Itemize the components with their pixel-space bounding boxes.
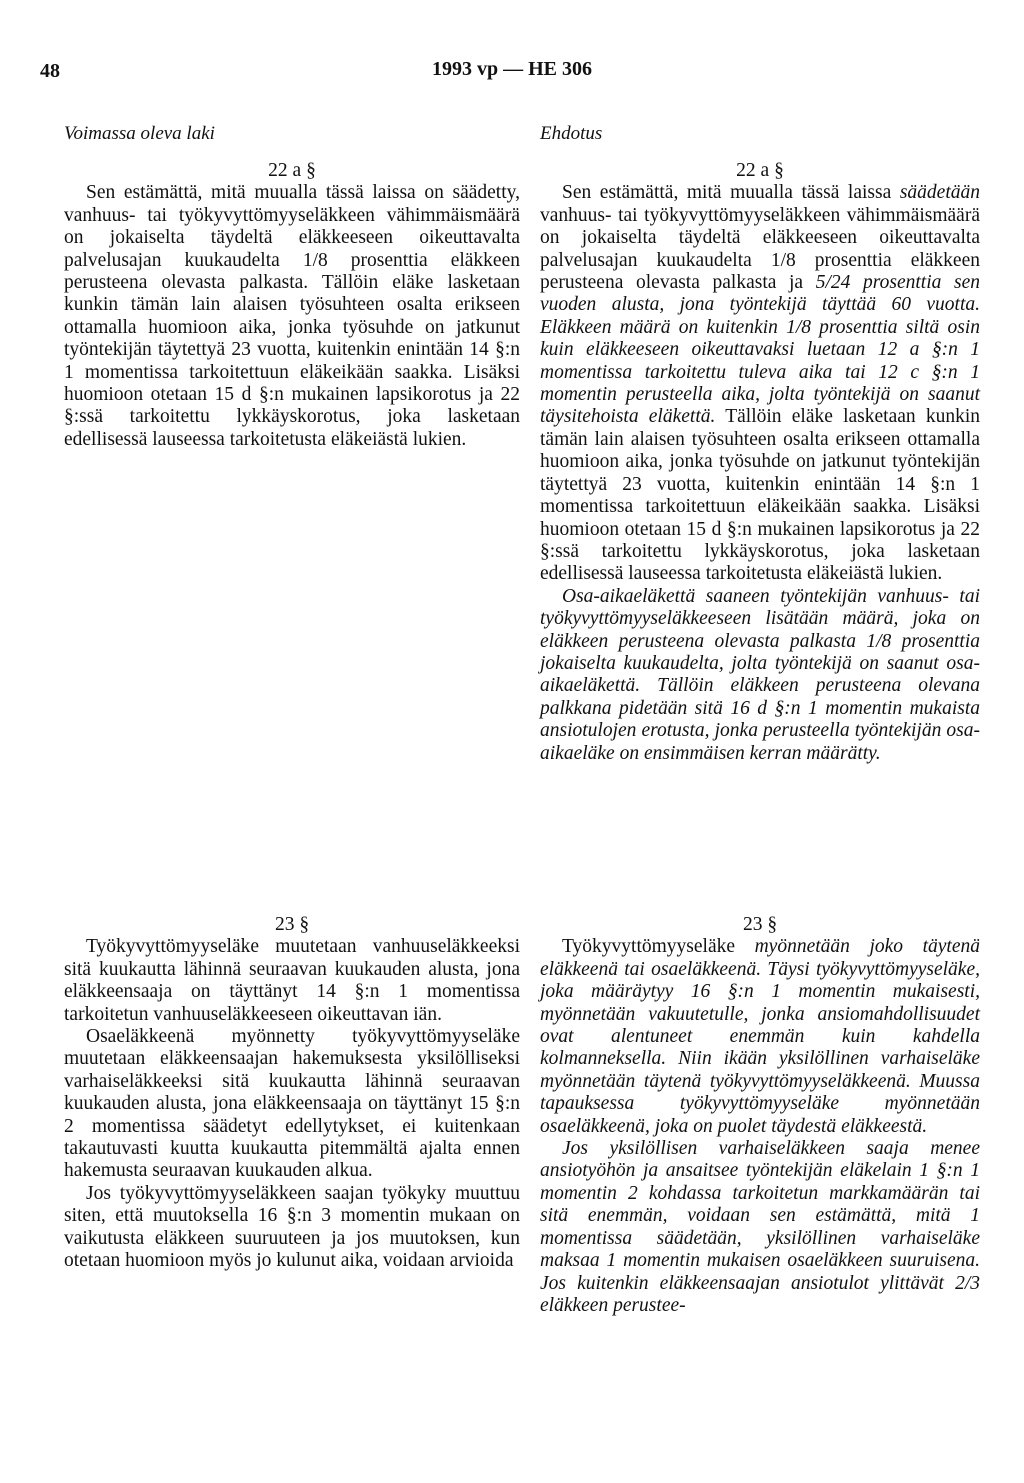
section-heading: 22 a § — [268, 160, 316, 181]
paragraph — [540, 182, 980, 585]
section-heading: 23 § — [274, 914, 310, 935]
section-heading: 22 a § — [736, 160, 784, 181]
amended-text: myönnetään joko täytenä eläkkeenä tai osaeläkkeenä. Täysi työkyvyttömyyseläke, joka määräytyy 16 §:n 1 momentin mukaisesti, myönnetään vakuutetulle, jonka ansiomahdollisuudet ovat alentuneet enemmän kuin kahdella kolmanneksella. Niin ikään yksilöllinen varhaiseläke myönnetään täytenä työkyvyttömyyseläkkeenä. Muussa tapauksessa työkyvyttömyyseläke myönnetään osaeläkkeenä, joka on puolet täydestä eläkkeestä. — [540, 936, 980, 1137]
amended-text: säädetään — [899, 182, 980, 204]
amended-paragraph: Jos yksilöllisen varhaiseläkkeen saaja menee ansiotyöhön ja ansaitsee työntekijän eläkelain 1 §:n 1 momentin 2 kohdassa tarkoitetun markkamäärän tai sitä enemmän, voidaan sen estämättä, mitä 1 momentissa säädetään, yksilöllinen varhaiseläke maksaa 1 momentin mukaisen osaeläkkeen suuruisena. Jos kuitenkin eläkkeensaajan ansiotulot ylittävät 2/3 eläkkeen perustee- — [540, 1138, 980, 1316]
section-heading: 23 § — [742, 914, 778, 935]
left-column-heading: Voimassa oleva laki — [64, 123, 215, 144]
paragraph — [540, 936, 980, 1138]
paragraph: Jos työkyvyttömyyseläkkeen saajan työkyky muuttuu siten, että muutoksella 16 §:n 3 momentin mukaan on vaikutusta eläkkeen suuruuteen ja jos muutoksen, kun otetaan huomioon myös jo kulunut aika, voidaan arvioida — [64, 1182, 520, 1272]
section-22a-current-law — [64, 160, 520, 451]
paragraph: Sen estämättä, mitä muualla tässä laissa on säädetty, vanhuus- tai työkyvyttömyyseläkkeen vähimmäismäärä on jokaiselta täydeltä eläkkeeseen oikeuttavalta palvelusajan kuukaudelta 1/8 prosenttia eläkkeen perusteena olevasta palkasta. Tällöin eläke lasketaan kunkin tämän lain alaisen työsuhteen osalta erikseen ottamalla huomioon aika, jonka työsuhde on jatkunut työntekijän täytettyä 23 vuotta, kuitenkin enintään 14 §:n 1 momentissa tarkoitettuun eläkeikään saakka. Lisäksi huomioon otetaan 15 d §:n mukainen lapsikorotus ja 22 §:ssä tarkoitettu lykkäyskorotus, joka lasketaan edellisessä lauseessa tarkoitetusta eläkeiästä lukien. — [64, 182, 520, 450]
section-22a-proposal — [540, 160, 980, 765]
text-span: vanhuus- tai työkyvyttömyyseläkkeen vähimmäismäärä on jokaiselta täydeltä eläkkeeseen oikeuttavalta palvelusajan kuukaudelta 1/8 prosenttia eläkkeen perusteena olevasta palkasta ja — [540, 204, 980, 294]
text-span: Tällöin eläke lasketaan kunkin tämän lain alaisen työsuhteen osalta erikseen ottamalla huomioon aika, jonka työsuhde on jatkunut työntekijän täytettyä 23 vuotta, kuitenkin enintään 14 §:n 1 momentissa tarkoitettuun eläkeikään saakka. Lisäksi huomioon otetaan 15 d §:n mukainen lapsikorotus ja 22 §:ssä tarkoitettu lykkäyskorotus, joka lasketaan edellisessä lauseessa tarkoitetusta eläkeiästä lukien. — [540, 406, 980, 585]
page-number: 48 — [40, 60, 60, 82]
text-span: Sen estämättä, mitä muualla tässä laissa — [562, 182, 900, 204]
amended-paragraph: Osa-aikaeläkettä saaneen työntekijän vanhuus- tai työkyvyttömyyseläkkeeseen lisätään määrä, joka on eläkkeen perusteena olevasta palkasta 1/8 prosenttia jokaiselta kuukaudelta, jolta työntekijä on saanut osa-aikaeläkettä. Tällöin eläkkeen perusteena olevana palkkana pidetään sitä 16 d §:n 1 momentin mukaista ansiotulojen erotusta, jonka perusteella työntekijän osa-aikaeläke on ensimmäisen kerran määrätty. — [540, 585, 980, 764]
right-column-heading: Ehdotus — [540, 123, 603, 144]
section-23-current-law — [64, 914, 520, 1273]
paragraph: Osaeläkkeenä myönnetty työkyvyttömyyseläke muutetaan eläkkeensaajan hakemuksesta yksilölliseksi varhaiseläkkeeksi sitä kuukautta lähinnä seuraavan kuukauden alusta, jona eläkkeensaaja on täyttänyt 15 §:n 2 momentissa säädetyt edellytykset, ei kuitenkaan takautuvasti kuutta kuukautta pitemmältä ajalta ennen hakemusta seuraavan kuukauden alkua. — [64, 1026, 520, 1182]
amended-text: 5/24 prosenttia sen vuoden alusta, jona työntekijä täyttää 60 vuotta. Eläkkeen määrä on kuitenkin 1/8 prosenttia siltä osin kuin eläkkeeseen oikeuttavaksi luetaan 12 a §:n 1 momentissa tarkoitettu tuleva aika tai 12 c §:n 1 momentin perusteella aika, jolta työntekijä on saanut täysitehoista eläkettä. — [540, 272, 980, 428]
text-span: Työkyvyttömyyseläke — [562, 936, 755, 958]
paragraph: Työkyvyttömyyseläke muutetaan vanhuuseläkkeeksi sitä kuukautta lähinnä seuraavan kuukauden alusta, jona eläkkeensaaja on täyttänyt 14 §:n 1 momentissa tarkoitetun vanhuuseläkkeeseen oikeuttavan iän. — [64, 936, 520, 1025]
section-23-proposal — [540, 914, 980, 1317]
running-title: 1993 vp — HE 306 — [431, 58, 593, 80]
